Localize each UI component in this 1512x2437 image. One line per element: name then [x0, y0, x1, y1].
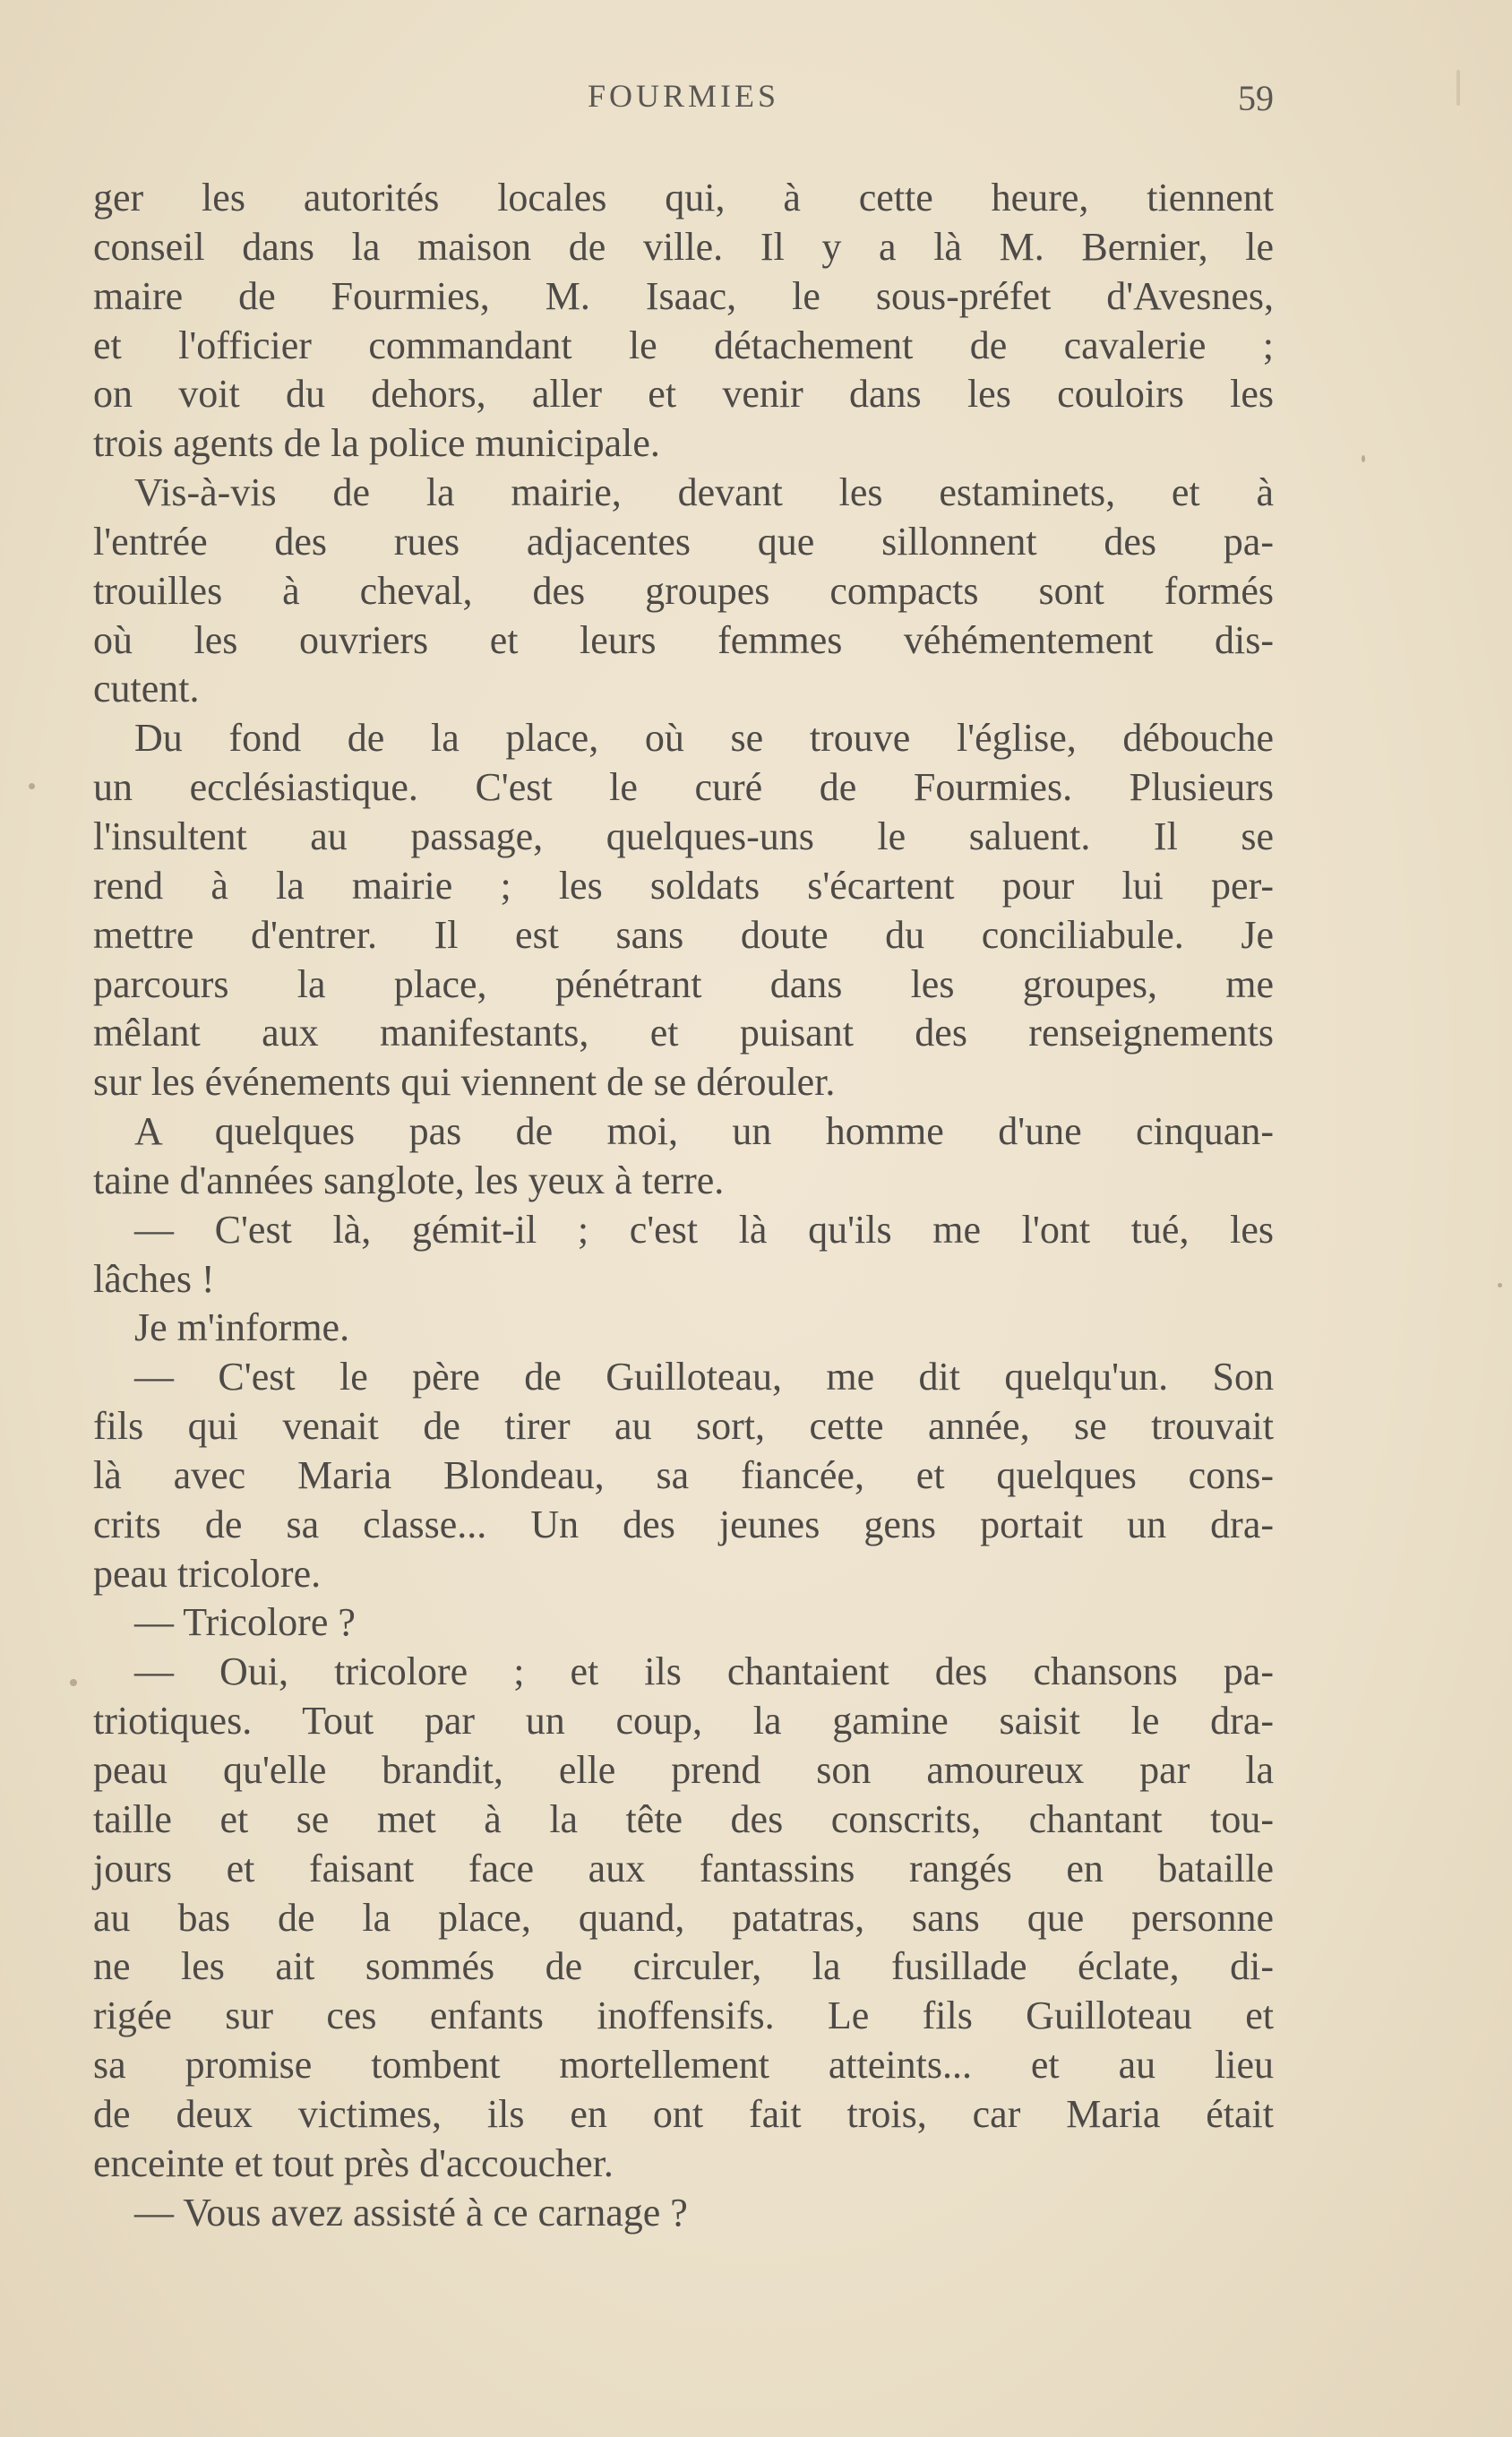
text-line: Je m'informe.	[134, 1305, 350, 1350]
page-header	[93, 77, 1274, 131]
text-line: jours et faisant face aux fantassins rangés en bataille	[93, 1846, 1274, 1890]
text-line: l'insultent au passage, quelques-uns le saluent. Il se	[93, 814, 1274, 858]
page-number: 59	[1238, 78, 1274, 118]
text-line: cutent.	[93, 667, 200, 711]
text-line: taine d'années sanglote, les yeux à terre.	[93, 1158, 725, 1202]
text-line: taille et se met à la tête des conscrits, chantant tou-	[93, 1796, 1274, 1841]
text-line: ne les ait sommés de circuler, la fusillade éclate, di-	[93, 1944, 1274, 1989]
text-line: au bas de la place, quand, patatras, sans que personne	[93, 1895, 1274, 1940]
text-line: — C'est le père de Guilloteau, me dit quelqu'un. Son	[134, 1355, 1274, 1399]
body-text	[93, 174, 1274, 2237]
paper-speck	[29, 783, 35, 789]
text-line: enceinte et tout près d'accoucher.	[93, 2140, 614, 2185]
text-line: peau qu'elle brandit, elle prend son amoureux par la	[93, 1748, 1274, 1792]
text-line: on voit du dehors, aller et venir dans les couloirs les	[93, 372, 1274, 417]
paper-speck	[1456, 70, 1460, 106]
text-line: et l'officier commandant le détachement de cavalerie ;	[93, 323, 1274, 367]
text-line: peau tricolore.	[93, 1551, 322, 1596]
text-line: rigée sur ces enfants inoffensifs. Le fils Guilloteau et	[93, 1994, 1274, 2038]
text-line: mettre d'entrer. Il est sans doute du conciliabule. Je	[93, 912, 1274, 957]
text-line: crits de sa classe... Un des jeunes gens portait un dra-	[93, 1502, 1274, 1546]
text-line: Du fond de la place, où se trouve l'église, débouche	[134, 716, 1274, 761]
text-line: trouilles à cheval, des groupes compacts sont formés	[93, 568, 1274, 613]
text-line: sur les événements qui viennent de se dérouler.	[93, 1060, 836, 1105]
text-line: — Oui, tricolore ; et ils chantaient des chansons pa-	[134, 1649, 1274, 1694]
text-line: triotiques. Tout par un coup, la gamine saisit le dra-	[93, 1699, 1274, 1744]
text-line: l'entrée des rues adjacentes que sillonnent des pa-	[93, 519, 1274, 564]
text-line: lâches !	[93, 1256, 215, 1301]
paper-speck	[1362, 455, 1365, 462]
text-line: A quelques pas de moi, un homme d'une cinquan-	[134, 1109, 1274, 1154]
text-line: un ecclésiastique. C'est le curé de Fourmies. Plusieurs	[93, 765, 1274, 810]
text-line: — Tricolore ?	[134, 1600, 356, 1645]
text-line: Vis-à-vis de la mairie, devant les estaminets, et à	[134, 470, 1274, 515]
text-line: sa promise tombent mortellement atteints... et au lieu	[93, 2043, 1274, 2088]
text-line: — C'est là, gémit-il ; c'est là qu'ils me l'ont tué, les	[134, 1207, 1274, 1252]
text-line: parcours la place, pénétrant dans les groupes, me	[93, 961, 1274, 1006]
text-line: là avec Maria Blondeau, sa fiancée, et quelques cons-	[93, 1452, 1274, 1497]
text-line: ger les autorités locales qui, à cette heure, tiennent	[93, 176, 1274, 220]
text-line: mêlant aux manifestants, et puisant des renseignements	[93, 1011, 1274, 1055]
text-line: fils qui venait de tirer au sort, cette année, se trouvait	[93, 1404, 1274, 1449]
text-line: de deux victimes, ils en ont fait trois, car Maria était	[93, 2091, 1274, 2136]
text-line: trois agents de la police municipale.	[93, 421, 660, 466]
text-line: maire de Fourmies, M. Isaac, le sous-préfet d'Avesnes,	[93, 273, 1274, 318]
text-line: rend à la mairie ; les soldats s'écartent pour lui per-	[93, 863, 1274, 908]
text-line: où les ouvriers et leurs femmes véhémentement dis-	[93, 617, 1274, 662]
text-line: conseil dans la maison de ville. Il y a là M. Bernier, le	[93, 224, 1274, 269]
running-title: FOURMIES	[587, 78, 780, 114]
paper-speck	[1498, 1283, 1502, 1287]
paper-speck	[70, 1679, 77, 1686]
text-line: — Vous avez assisté à ce carnage ?	[134, 2190, 688, 2235]
